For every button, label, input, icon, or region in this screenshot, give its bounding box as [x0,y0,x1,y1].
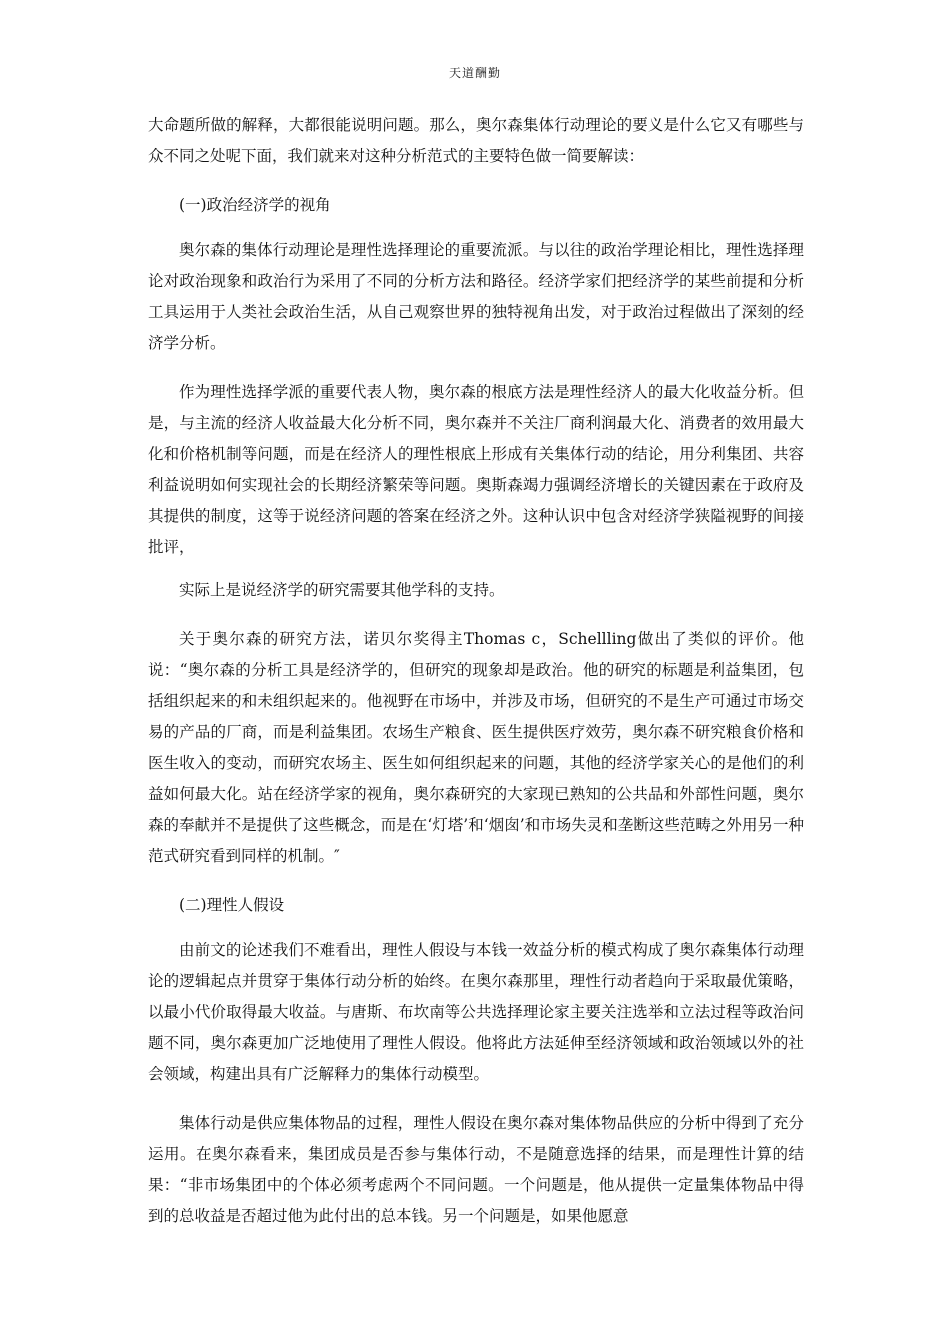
paragraph: 奥尔森的集体行动理论是理性选择理论的重要流派。与以往的政治学理论相比，理性选择理论对政治现象和政治行为采用了不同的分析方法和路径。经济学家们把经济学的某些前提和分析工具运用于人类社会政治生活，从自己观察世界的独特视角出发，对于政治过程做出了深刻的经济学分析。 [148,241,804,352]
paragraph: 集体行动是供应集体物品的过程，理性人假设在奥尔森对集体物品供应的分析中得到了充分运用。在奥尔森看来，集团成员是否参与集体行动，不是随意选择的结果，而是理性计算的结果：“非市场集团中的个体必须考虑两个不同问题。一个问题是，他从提供一定量集体物品中得到的总收益是否超过他为此付出的总本钱。另一个问题是，如果他愿意 [148,1114,804,1225]
page-header: 天道酬勤 [448,66,501,80]
section-heading-1: (一)政治经济学的视角 [179,196,331,214]
paragraph-intro: 大命题所做的解释，大都很能说明问题。那么，奥尔森集体行动理论的要义是什么它又有哪些与众不同之处呢下面，我们就来对这种分析范式的主要特色做一简要解读： [148,116,804,165]
paragraph: 关于奥尔森的研究方法，诺贝尔奖得主Thomas c，Schellling做出了类似的评价。他说：“奥尔森的分析工具是经济学的，但研究的现象却是政治。他的研究的标题是利益集团，包括组织起来的和未组织起来的。他视野在市场中，并涉及市场，但研究的不是生产可通过市场交易的产品的厂商，而是利益集团。农场生产粮食、医生提供医疗效劳，奥尔森不研究粮食价格和医生收入的变动，而研究农场主、医生如何组织起来的问题，其他的经济学家关心的是他们的利益如何最大化。站在经济学家的视角，奥尔森研究的大家现已熟知的公共品和外部性问题，奥尔森的奉献并不是提供了这些概念，而是在‘灯塔’和‘烟囱’和市场失灵和垄断这些范畴之外用另一种范式研究看到同样的机制。″ [148,630,804,865]
section-heading-2: (二)理性人假设 [179,896,285,914]
document-body [148,110,804,1250]
paragraph: 由前文的论述我们不难看出，理性人假设与本钱一效益分析的模式构成了奥尔森集体行动理论的逻辑起点并贯穿于集体行动分析的始终。在奥尔森那里，理性行动者趋向于采取最优策略，以最小代价取得最大收益。与唐斯、布坎南等公共选择理论家主要关注选举和立法过程等政治问题不同，奥尔森更加广泛地使用了理性人假设。他将此方法延伸至经济领域和政治领域以外的社会领域，构建出具有广泛解释力的集体行动模型。 [148,941,804,1083]
paragraph: 实际上是说经济学的研究需要其他学科的支持。 [179,581,505,599]
paragraph: 作为理性选择学派的重要代表人物，奥尔森的根底方法是理性经济人的最大化收益分析。但是，与主流的经济人收益最大化分析不同，奥尔森并不关注厂商利润最大化、消费者的效用最大化和价格机制等问题，而是在经济人的理性根底上形成有关集体行动的结论，用分利集团、共容利益说明如何实现社会的长期经济繁荣等问题。奥斯森竭力强调经济增长的关键因素在于政府及其提供的制度，这等于说经济问题的答案在经济之外。这种认识中包含对经济学狭隘视野的间接批评， [148,383,804,556]
